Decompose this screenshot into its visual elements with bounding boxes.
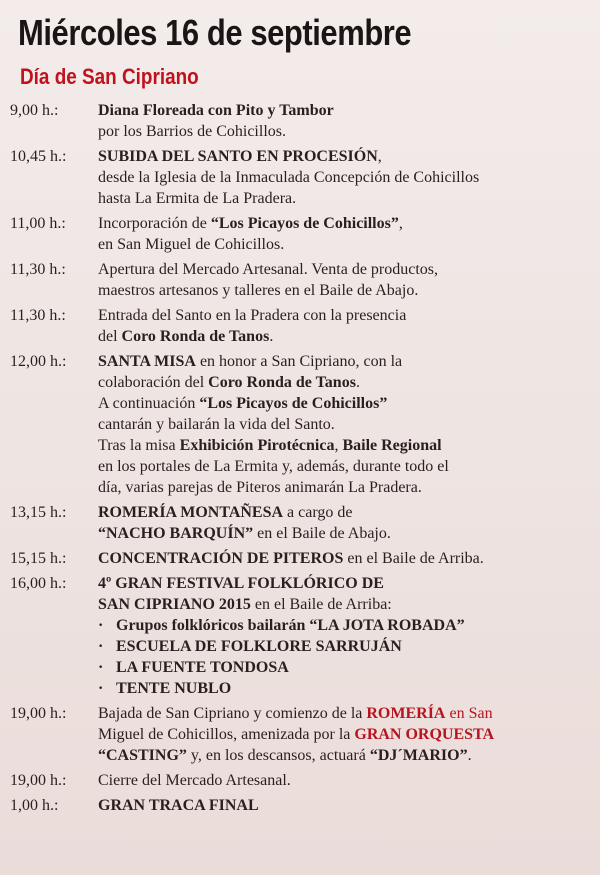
event-text: , [398,215,403,232]
event-description [98,213,590,255]
event-time: 19,00 h.: [10,772,67,789]
event-text: A continuación [98,395,200,412]
event-line [98,523,590,544]
event-time: 12,00 h.: [10,353,67,370]
event-row [0,795,600,816]
event-text: y, en los descansos, actuará [186,747,370,764]
event-time: 15,15 h.: [10,550,67,567]
event-text: Incorporación de [98,215,211,232]
event-line [98,724,590,745]
event-line [98,770,590,791]
event-line [98,351,590,372]
event-description [98,305,590,347]
event-row [0,305,600,347]
event-text: cantarán y bailarán la vida del Santo. [98,416,335,433]
event-text: Coro Ronda de Tanos [208,374,356,391]
event-line [98,502,590,523]
event-text: en San [445,705,493,722]
event-text: ESCUELA DE FOLKLORE SARRUJÁN [116,638,402,655]
event-line [98,234,590,255]
event-row [0,770,600,791]
event-text: Entrada del Santo en la Pradera con la presencia [98,307,407,324]
event-text: Bajada de San Cipriano y comienzo de la [98,705,367,722]
event-line [98,305,590,326]
event-row [0,213,600,255]
event-text: . [467,747,472,764]
event-text: en el Baile de Arriba. [343,550,484,567]
event-time: 16,00 h.: [10,575,67,592]
event-text: . [355,374,360,391]
event-text: “Los Picayos de Cohicillos” [210,215,399,232]
bullet-icon: · [98,680,104,697]
event-text: del [98,328,122,345]
event-description [98,146,590,209]
event-text: ROMERÍA [366,705,446,722]
event-line [98,456,590,477]
event-text: Miguel de Cohicillos, amenizada por la [98,726,355,743]
event-text: en el Baile de Arriba: [250,596,392,613]
event-time: 1,00 h.: [10,797,59,814]
event-text: en el Baile de Abajo. [253,525,391,542]
event-line [98,146,590,167]
event-text: Coro Ronda de Tanos [121,328,270,345]
event-row [0,703,600,766]
event-time: 11,30 h.: [10,261,66,278]
event-time: 9,00 h.: [10,102,59,119]
event-line [98,326,590,347]
bullet-icon: · [98,617,104,634]
event-line [98,259,590,280]
event-line [98,615,590,636]
event-time: 13,15 h.: [10,504,67,521]
bullet-icon: · [98,659,104,676]
event-line [98,594,590,615]
event-line [98,636,590,657]
event-text: “DJ´MARIO” [369,747,468,764]
event-text: , [334,437,343,454]
event-line [98,167,590,188]
event-text: en los portales de La Ermita y, además, durante todo el [98,458,449,475]
event-text: Baile Regional [342,437,442,454]
event-text: Grupos folklóricos bailarán “LA JOTA ROBADA” [116,617,465,634]
event-line [98,121,590,142]
event-text: GRAN ORQUESTA [354,726,495,743]
event-text: Exhibición Pirotécnica [179,437,335,454]
event-description [98,770,590,791]
event-line [98,393,590,414]
event-line [98,703,590,724]
event-text: a cargo de [283,504,353,521]
event-line [98,678,590,699]
event-line [98,280,590,301]
event-text: LA FUENTE TONDOSA [116,659,289,676]
event-row [0,548,600,569]
event-text: Cierre del Mercado Artesanal. [98,772,291,789]
event-text: TENTE NUBLO [116,680,232,697]
event-description [98,795,590,816]
page-subtitle: Día de San Cipriano [20,64,199,89]
event-line [98,573,590,594]
event-text: en San Miguel de Cohicillos. [98,236,285,253]
event-row [0,146,600,209]
event-text: SAN CIPRIANO 2015 [98,596,251,613]
event-row [0,100,600,142]
event-description [98,100,590,142]
event-text: “Los Picayos de Cohicillos” [199,395,388,412]
page-title: Miércoles 16 de septiembre [18,12,412,53]
event-row [0,259,600,301]
event-description [98,703,590,766]
event-text: CONCENTRACIÓN DE PITEROS [98,550,344,567]
event-time: 11,00 h.: [10,215,66,232]
event-text: día, varias parejas de Piteros animarán La Pradera. [98,479,422,496]
event-text: “CASTING” [98,747,187,764]
event-text: hasta La Ermita de La Pradera. [98,190,297,207]
event-line [98,657,590,678]
event-text: Tras la misa [98,437,180,454]
event-line [98,548,590,569]
event-description [98,573,590,699]
event-line [98,213,590,234]
event-description [98,351,590,498]
bullet-icon: · [98,638,104,655]
event-row [0,573,600,699]
event-line [98,414,590,435]
event-text: desde la Iglesia de la Inmaculada Concepción de Cohicillos [98,169,480,186]
event-text: Diana Floreada con Pito y Tambor [98,102,334,119]
event-description [98,259,590,301]
event-text: “NACHO BARQUÍN” [98,525,254,542]
event-line [98,795,590,816]
event-description [98,548,590,569]
event-line [98,100,590,121]
event-time: 11,30 h.: [10,307,66,324]
event-text: , [377,148,382,165]
event-text: SANTA MISA [98,353,196,370]
event-text: SUBIDA DEL SANTO EN PROCESIÓN [98,148,378,165]
event-text: 4º GRAN FESTIVAL FOLKLÓRICO DE [98,575,384,592]
event-text: GRAN TRACA FINAL [98,797,259,814]
event-text: Apertura del Mercado Artesanal. Venta de productos, [98,261,439,278]
event-text: colaboración del [98,374,209,391]
event-description [98,502,590,544]
event-time: 19,00 h.: [10,705,67,722]
event-row [0,502,600,544]
event-text: ROMERÍA MONTAÑESA [98,504,284,521]
event-line [98,188,590,209]
event-text: por los Barrios de Cohicillos. [98,123,286,140]
event-text: en honor a San Cipriano, con la [195,353,403,370]
event-line [98,372,590,393]
event-line [98,477,590,498]
event-time: 10,45 h.: [10,148,67,165]
event-text: . [269,328,274,345]
event-row [0,351,600,498]
event-text: maestros artesanos y talleres en el Baile de Abajo. [98,282,419,299]
event-line [98,745,590,766]
event-list [0,100,600,820]
event-line [98,435,590,456]
